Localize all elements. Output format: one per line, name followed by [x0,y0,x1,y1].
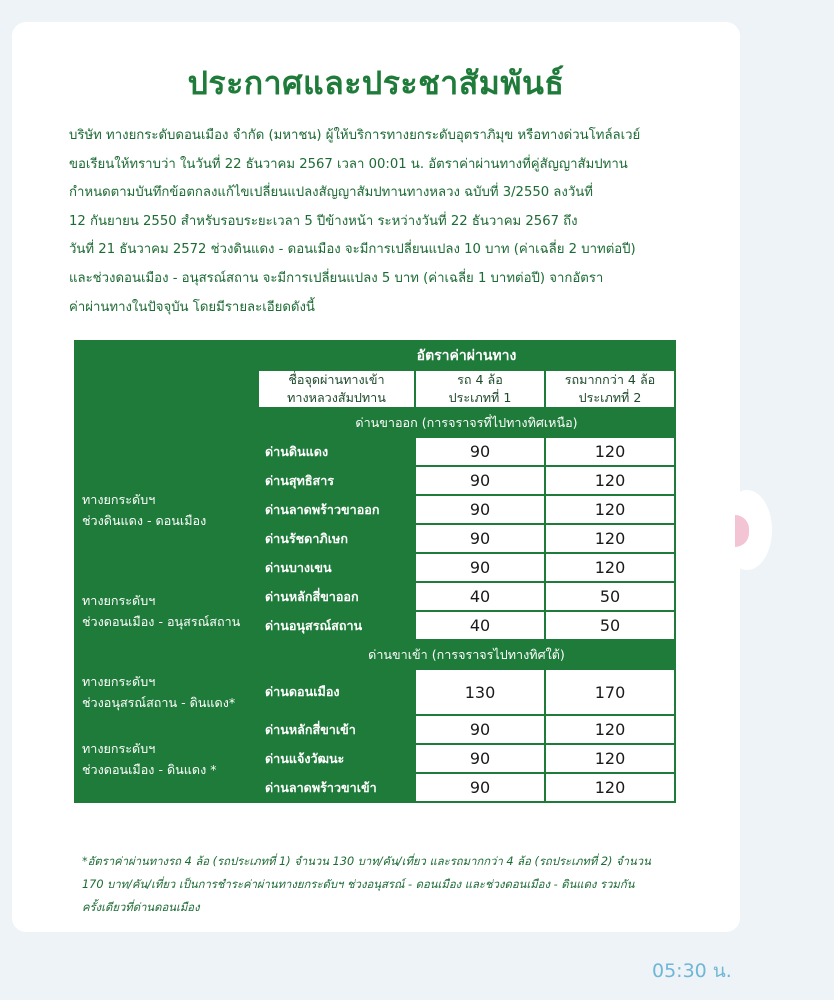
rate-car4: 90 [415,773,545,802]
section-spacer [75,640,258,669]
station-name: ด่านดอนเมือง [258,669,415,715]
station-name: ด่านลาดพร้าวขาเข้า [258,773,415,802]
header-car4: รถ 4 ล้อ ประเภทที่ 1 [415,370,545,408]
rate-car4plus: 120 [545,495,675,524]
group-label: ทางยกระดับฯ ช่วงดอนเมือง - ดินแดง * [75,715,258,802]
station-name: ด่านบางเขน [258,553,415,582]
station-name: ด่านหลักสี่ขาออก [258,582,415,611]
rate-car4: 90 [415,553,545,582]
rate-car4plus: 120 [545,553,675,582]
rate-car4plus: 120 [545,744,675,773]
header-toll-rates: อัตราค่าผ่านทาง [258,341,675,370]
table-row [75,582,675,611]
rate-car4: 90 [415,437,545,466]
rate-car4plus: 120 [545,715,675,744]
header-car4plus: รถมากกว่า 4 ล้อ ประเภทที่ 2 [545,370,675,408]
message-time: 05:30 น. [652,960,732,982]
rate-car4: 40 [415,611,545,640]
rate-car4: 90 [415,524,545,553]
announcement-title: ประกาศและประชาสัมพันธ์ [187,64,565,102]
rate-car4plus: 170 [545,669,675,715]
toll-rate-table [74,340,676,803]
announcement-body: บริษัท ทางยกระดับดอนเมือง จำกัด (มหาชน) ผู้ให้บริการทางยกระดับอุตราภิมุข หรือทางด่วนโทล์ลเวย์ ขอเรียนให้ทราบว่า ในวันที่ 22 ธันวาคม 2567 เวลา 00:01 น. อัตราค่าผ่านทางที่คู่สัญญาสัมปทาน กำหนดตามบันทึกข้อตกลงแก้ไขเปลี่ยนแปลงสัญญาสัมปทานทางหลวง ฉบับที่ 3/2550 ลงวันที่ 12 กันยายน 2550 สำหรับรอบระยะเวลา 5 ปีข้างหน้า ระหว่างวันที่ 22 ธันวาคม 2567 ถึง วันที่ 21 ธันวาคม 2572 ช่วงดินแดง - ดอนเมือง จะมีการเปลี่ยนแปลง 10 บาท (ค่าเฉลี่ย 2 บาทต่อปี) และช่วงดอนเมือง - อนุสรณ์สถาน จะมีการเปลี่ยนแปลง 5 บาท (ค่าเฉลี่ย 1 บาทต่อปี) จากอัตรา ค่าผ่านทางในปัจจุบัน โดยมีรายละเอียดดังนี้ [69,128,641,315]
station-name: ด่านลาดพร้าวขาออก [258,495,415,524]
station-name: ด่านแจ้งวัฒนะ [258,744,415,773]
section-inbound: ด่านขาเข้า (การจราจรไปทางทิศใต้) [258,640,675,669]
header-station: ชื่อจุดผ่านทางเข้า ทางหลวงสัมปทาน [258,370,415,408]
station-name: ด่านดินแดง [258,437,415,466]
station-name: ด่านหลักสี่ขาเข้า [258,715,415,744]
message-bubble[interactable] [12,22,740,932]
rate-car4: 90 [415,715,545,744]
group-label: ทางยกระดับฯ ช่วงดินแดง - ดอนเมือง [75,437,258,582]
station-name: ด่านอนุสรณ์สถาน [258,611,415,640]
station-name: ด่านรัชดาภิเษก [258,524,415,553]
table-row [75,669,675,715]
table-row [75,437,675,466]
rate-car4plus: 50 [545,582,675,611]
rate-car4plus: 120 [545,437,675,466]
rate-car4: 90 [415,495,545,524]
rate-car4: 90 [415,744,545,773]
rate-car4plus: 120 [545,773,675,802]
table-row [75,715,675,744]
station-name: ด่านสุทธิสาร [258,466,415,495]
footnote: *อัตราค่าผ่านทางรถ 4 ล้อ (รถประเภทที่ 1) จำนวน 130 บาท/คัน/เที่ยว และรถมากกว่า 4 ล้อ (รถประเภทที่ 2) จำนวน 170 บาท/คัน/เที่ยว เป็นการชำระค่าผ่านทางยกระดับฯ ช่วงอนุสรณ์ - ดอนเมือง และช่วงดอนเมือง - ดินแดง รวมกัน ครั้งเดียวที่ด่านดอนเมือง [82,855,651,914]
table-corner [75,341,258,437]
rate-car4plus: 120 [545,466,675,495]
rate-car4: 90 [415,466,545,495]
group-label: ทางยกระดับฯ ช่วงอนุสรณ์สถาน - ดินแดง* [75,669,258,715]
rate-car4: 130 [415,669,545,715]
section-outbound: ด่านขาออก (การจราจรที่ไปทางทิศเหนือ) [258,408,675,437]
group-label: ทางยกระดับฯ ช่วงดอนเมือง - อนุสรณ์สถาน [75,582,258,640]
rate-car4plus: 120 [545,524,675,553]
rate-car4plus: 50 [545,611,675,640]
rate-car4: 40 [415,582,545,611]
